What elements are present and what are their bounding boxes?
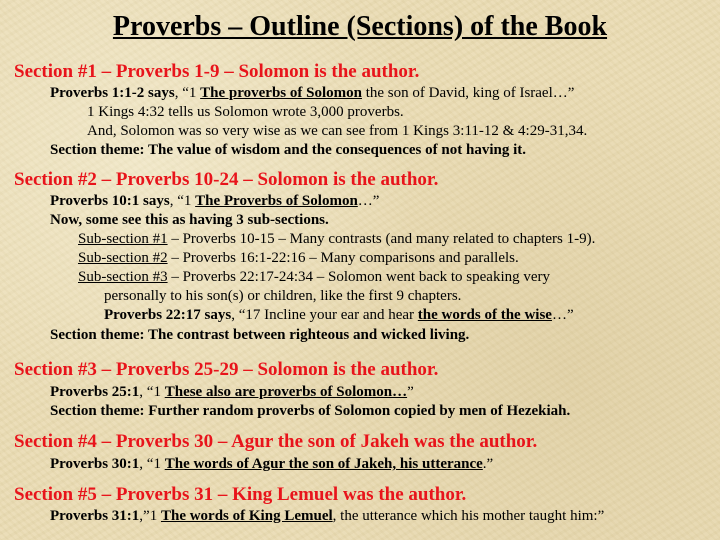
section-2-quote-open: , “1 (169, 193, 196, 209)
section-5-heading: Section #5 – Proverbs 31 – King Lemuel was the author. (14, 484, 467, 505)
sub-section-3-quote-underlined: the words of the wise (417, 307, 552, 323)
sub-section-1-label: Sub-section #1 (78, 231, 168, 247)
sub-section-3-continued: personally to his son(s) or children, like the first 9 chapters. (104, 288, 462, 304)
sub-section-2-text: – Proverbs 16:1-22:16 – Many comparisons and parallels. (167, 250, 519, 266)
section-2-quote-underlined: The Proverbs of Solomon (195, 193, 358, 209)
section-3-quote-underlined: These also are proverbs of Solomon… (164, 384, 408, 400)
sub-section-3 (78, 268, 550, 286)
sub-section-3-quote (104, 306, 574, 324)
sub-section-3-ref: Proverbs 22:17 says (104, 307, 232, 323)
section-2-heading: Section #2 – Proverbs 10-24 – Solomon is the author. (14, 169, 439, 190)
sub-section-3-quote-rest: …” (551, 307, 574, 323)
section-1-quote-rest: the son of David, king of Israel…” (361, 85, 575, 101)
section-4-quote-underlined: The words of Agur the son of Jakeh, his utterance (164, 456, 483, 472)
section-5-ref: Proverbs 31:1 (50, 508, 140, 524)
section-3-heading: Section #3 – Proverbs 25-29 – Solomon is the author. (14, 359, 439, 380)
section-4-quote (50, 455, 493, 473)
sub-section-3-label: Sub-section #3 (78, 269, 168, 285)
section-3-theme: Section theme: Further random proverbs of Solomon copied by men of Hezekiah. (50, 403, 571, 419)
section-1-note-2: And, Solomon was so very wise as we can see from 1 Kings 3:11-12 & 4:29-31,34. (87, 123, 588, 139)
sub-section-2-label: Sub-section #2 (78, 250, 168, 266)
section-1-theme: Section theme: The value of wisdom and the consequences of not having it. (50, 142, 526, 158)
section-1-note-1: 1 Kings 4:32 tells us Solomon wrote 3,000 proverbs. (87, 104, 404, 120)
section-3-quote-rest: ” (407, 384, 414, 400)
sub-section-1-text: – Proverbs 10-15 – Many contrasts (and many related to chapters 1-9). (167, 231, 596, 247)
section-2-quote (50, 192, 379, 210)
sub-section-3-text: – Proverbs 22:17-24:34 – Solomon went back to speaking very (167, 269, 551, 285)
section-1-quote-open: , “1 (174, 85, 201, 101)
section-3-quote-open: , “1 (139, 384, 165, 400)
section-5-quote-open: ,”1 (139, 508, 161, 524)
section-4-heading: Section #4 – Proverbs 30 – Agur the son of Jakeh was the author. (14, 431, 538, 452)
section-1-quote-underlined: The proverbs of Solomon (200, 85, 362, 101)
section-4-quote-open: , “1 (139, 456, 165, 472)
section-1-ref: Proverbs 1:1-2 says (50, 85, 175, 101)
section-4-ref: Proverbs 30:1 (50, 456, 140, 472)
sub-section-2 (78, 249, 519, 267)
section-2-theme: Section theme: The contrast between righteous and wicked living. (50, 327, 470, 343)
section-4-quote-rest: .” (482, 456, 494, 472)
sub-section-3-quote-open: , “17 Incline your ear and hear (231, 307, 418, 323)
section-3-quote (50, 383, 414, 401)
section-3-ref: Proverbs 25:1 (50, 384, 140, 400)
section-1-heading: Section #1 – Proverbs 1-9 – Solomon is the author. (14, 61, 420, 82)
section-5-quote-underlined: The words of King Lemuel (160, 508, 333, 524)
section-2-ref: Proverbs 10:1 says (50, 193, 170, 209)
section-2-subsection-intro: Now, some see this as having 3 sub-sections. (50, 212, 329, 228)
section-1-quote (50, 84, 574, 102)
sub-section-1 (78, 230, 595, 248)
slide-title: Proverbs – Outline (Sections) of the Book (112, 11, 608, 42)
section-5-quote (50, 507, 604, 525)
section-2-quote-rest: …” (357, 193, 380, 209)
section-5-quote-rest: , the utterance which his mother taught him:” (332, 508, 605, 524)
